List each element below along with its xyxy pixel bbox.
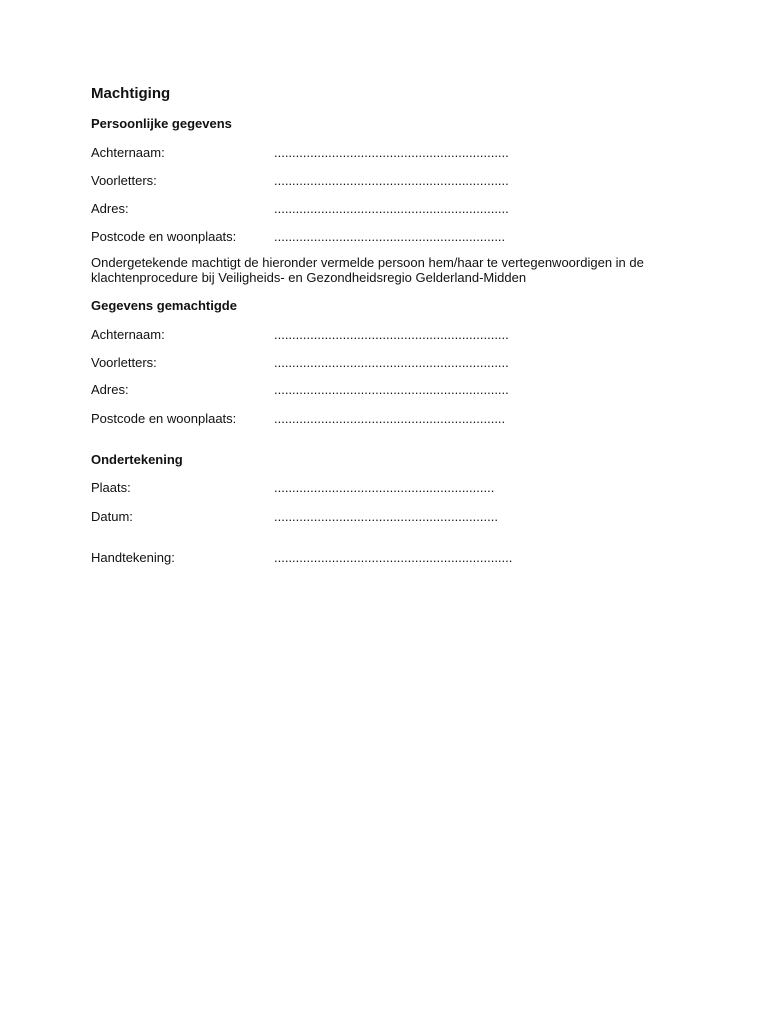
- field-label: Adres:: [91, 201, 129, 216]
- field-row-authorized-lastname: [91, 327, 691, 345]
- field-row-authorized-postcode: [91, 411, 691, 429]
- field-label: Postcode en woonplaats:: [91, 229, 237, 244]
- field-fill-line[interactable]: .............................................................: [274, 480, 495, 495]
- field-row-personal-lastname: [91, 145, 691, 163]
- authorization-paragraph: Ondergetekende machtigt de hieronder vermelde persoon hem/haar te vertegenwoordigen in de klachtenprocedure bij Veiligheids- en Gezondheidsregio Gelderland-Midden: [91, 255, 644, 285]
- field-row-signing-date: [91, 509, 691, 527]
- field-fill-line[interactable]: .................................................................: [274, 173, 509, 188]
- field-label: Datum:: [91, 509, 133, 524]
- section-heading-signing: Ondertekening: [91, 452, 183, 467]
- field-label: Voorletters:: [91, 355, 157, 370]
- field-label: Handtekening:: [91, 550, 175, 565]
- field-label: Achternaam:: [91, 327, 165, 342]
- field-fill-line[interactable]: .................................................................: [274, 382, 509, 397]
- field-label: Voorletters:: [91, 173, 157, 188]
- field-row-authorized-initials: [91, 355, 691, 373]
- field-fill-line[interactable]: .................................................................: [274, 355, 509, 370]
- field-row-authorized-address: [91, 382, 691, 400]
- field-fill-line[interactable]: ................................................................: [274, 229, 506, 244]
- field-row-personal-postcode: [91, 229, 691, 247]
- field-fill-line[interactable]: .................................................................: [274, 145, 509, 160]
- field-label: Adres:: [91, 382, 129, 397]
- field-row-personal-address: [91, 201, 691, 219]
- field-row-signing-signature: [91, 550, 691, 568]
- section-heading-authorized: Gegevens gemachtigde: [91, 298, 237, 313]
- field-label: Postcode en woonplaats:: [91, 411, 237, 426]
- document-title: Machtiging: [91, 85, 171, 102]
- field-fill-line[interactable]: ..............................................................: [274, 509, 498, 524]
- field-row-signing-place: [91, 480, 691, 498]
- field-fill-line[interactable]: ................................................................: [274, 411, 506, 426]
- section-heading-personal: Persoonlijke gegevens: [91, 116, 232, 131]
- field-row-personal-initials: [91, 173, 691, 191]
- field-label: Plaats:: [91, 480, 131, 495]
- field-fill-line[interactable]: ..................................................................: [274, 550, 513, 565]
- field-fill-line[interactable]: .................................................................: [274, 201, 509, 216]
- field-label: Achternaam:: [91, 145, 165, 160]
- field-fill-line[interactable]: .................................................................: [274, 327, 509, 342]
